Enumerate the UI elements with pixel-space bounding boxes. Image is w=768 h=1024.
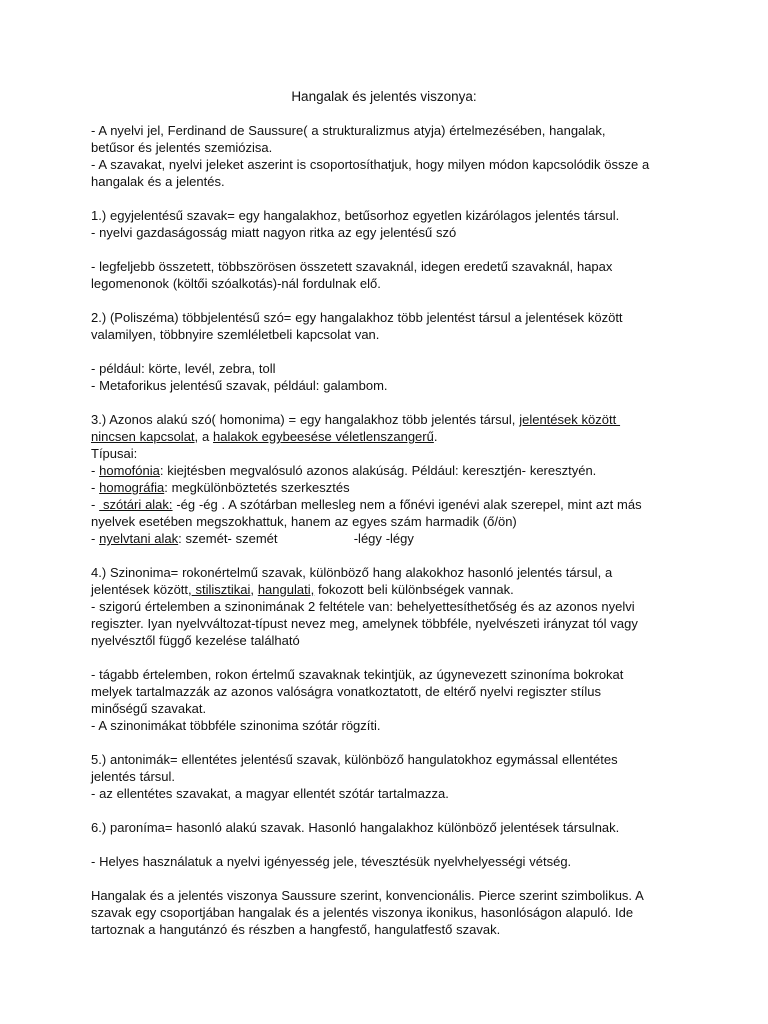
paragraph-szinonima-bokrok (91, 666, 691, 734)
text-line: legomenonok (költői szóalkotás)-nál fordulnak elő. (91, 276, 381, 291)
text-span: : kiejtésben megvalósuló azonos alakúság. Például: keresztjén- keresztyén. (159, 463, 597, 478)
paragraph-peldak (91, 360, 691, 394)
text-span: jelentések között, (91, 582, 192, 597)
text-line: - Helyes használatuk a nyelvi igényesség jele, tévesztésük nyelvhelyességi vétség. (91, 854, 572, 869)
text-line (91, 428, 691, 445)
text-line: - nyelvi gazdaságosság miatt nagyon ritka az egy jelentésű szó (91, 225, 457, 240)
text-line: jelentés társul. (91, 769, 176, 784)
text-line: Hangalak és a jelentés viszonya Saussure szerint, konvencionális. Pierce szerint szimbolikus. A (91, 888, 644, 903)
page-title: Hangalak és jelentés viszonya: (291, 89, 477, 104)
text-line: - az ellentétes szavakat, a magyar ellentét szótár tartalmazza. (91, 786, 449, 801)
text-line: tartoznak a hangutánzó és részben a hangfestő, hangulatfestő szavak. (91, 922, 501, 937)
paragraph-szinonima (91, 564, 691, 649)
paragraph-poliszema (91, 309, 691, 343)
underlined-term: homofónia (99, 463, 160, 478)
paragraph-homonima (91, 411, 691, 547)
underlined-term: nyelvtani alak (99, 531, 179, 546)
text-span: . (433, 429, 438, 444)
text-line (91, 496, 691, 513)
text-line (91, 479, 691, 496)
document-body (91, 122, 691, 938)
underlined-term: homográfia (99, 480, 165, 495)
underlined-term: stilisztikai (191, 582, 251, 597)
underlined-phrase: nincsen kapcsolat (91, 429, 195, 444)
text-line: hangalak és a jelentés. (91, 174, 225, 189)
text-line: 6.) paroníma= hasonló alakú szavak. Hasonló hangalakhoz különböző jelentések társulnak. (91, 820, 620, 835)
text-line: 5.) antonimák= ellentétes jelentésű szavak, különböző hangulatokhoz egymással ellentétes (91, 752, 618, 767)
text-line: minőségű szavakat. (91, 701, 207, 716)
text-line: betűsor és jelentés szemiózisa. (91, 140, 273, 155)
paragraph-intro (91, 122, 691, 190)
text-span: - (91, 463, 100, 478)
paragraph-hapax (91, 258, 691, 292)
text-line: regiszter. Iyan nyelvváltozat-típust nevez meg, amelynek többféle, nyelvészeti irányzat tól vagy (91, 616, 638, 631)
text-line: - szigorú értelemben a szinonimának 2 feltétele van: behelyettesíthetőség és az azonos nyelvi (91, 599, 635, 614)
paragraph-helyes-hasznalat (91, 853, 691, 870)
text-line: - Metaforikus jelentésű szavak, például: galambom. (91, 378, 388, 393)
underlined-term: szótári alak: (99, 497, 173, 512)
text-line (91, 530, 691, 547)
text-line: nyelvésztől függő kezelése található (91, 633, 300, 648)
underlined-term: hangulati, (257, 582, 315, 597)
paragraph-egyjelentesu (91, 207, 691, 241)
text-line: 1.) egyjelentésű szavak= egy hangalakhoz, betűsorhoz egyetlen kizárólagos jelentés társul. (91, 208, 620, 223)
text-line (91, 581, 691, 598)
text-span: - (91, 497, 100, 512)
text-line: - A szinonimákat többféle szinonima szótár rögzíti. (91, 718, 381, 733)
text-span: fokozott beli különbségek vannak. (314, 582, 514, 597)
underlined-phrase: halakok egybeesése véletlenszangerű (213, 429, 434, 444)
text-span: 3.) Azonos alakú szó( homonima) = egy hangalakhoz több jelentés társul, (91, 412, 520, 427)
text-line: - tágabb értelemben, rokon értelmű szavaknak tekintjük, az úgynevezett szinoníma bokrokat (91, 667, 624, 682)
text-span: - (91, 480, 100, 495)
text-line: szavak egy csoportjában hangalak és a jelentés viszonya ikonikus, hasonlóságon alapuló. Ide (91, 905, 634, 920)
text-line: - legfeljebb összetett, többszörösen összetett szavaknál, idegen eredetű szavaknál, hapax (91, 259, 613, 274)
text-span: - (91, 531, 100, 546)
text-line: nyelvek esetében megszokhattuk, hanem az egyes szám harmadik (ő/ön) (91, 514, 517, 529)
text-line: 4.) Szinonima= rokonértelmű szavak, különböző hang alakokhoz hasonló jelentés társul, a (91, 565, 613, 580)
text-span: , (250, 582, 258, 597)
text-line (91, 411, 691, 428)
text-span: : szemét- szemét -légy -légy (178, 531, 414, 546)
underlined-phrase: jelentések között (519, 412, 621, 427)
text-line: 2.) (Poliszéma) többjelentésű szó= egy hangalakhoz több jelentést társul a jelentések között (91, 310, 623, 325)
text-line: - például: körte, levél, zebra, toll (91, 361, 276, 376)
text-span: : megkülönböztetés szerkesztés (164, 480, 350, 495)
paragraph-antonima (91, 751, 691, 802)
text-line: valamilyen, többnyire szemléletbeli kapcsolat van. (91, 327, 380, 342)
text-line: - A nyelvi jel, Ferdinand de Saussure( a strukturalizmus atyja) értelmezésében, hangalak, (91, 123, 606, 138)
text-line: melyek tartalmazzák az azonos valóságra vonatkoztatott, de eltérő nyelvi regiszter stílus (91, 684, 601, 699)
text-span: -ég -ég . A szótárban mellesleg nem a főnévi igenévi alak szerepel, mint azt más (172, 497, 642, 512)
paragraph-paronima (91, 819, 691, 836)
text-line: Típusai: (91, 446, 138, 461)
text-span: , a (194, 429, 214, 444)
paragraph-konkluzio (91, 887, 691, 938)
text-line (91, 462, 691, 479)
text-line: - A szavakat, nyelvi jeleket aszerint is csoportosíthatjuk, hogy milyen módon kapcsolódik össze a (91, 157, 650, 172)
